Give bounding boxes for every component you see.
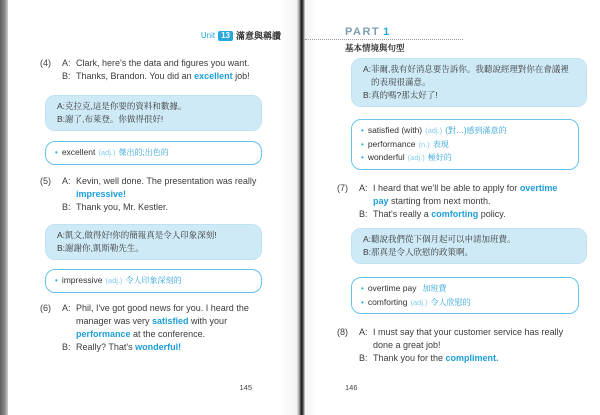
translation-line: [363, 233, 575, 246]
vocab-gloss: 表現: [432, 139, 449, 149]
translation-text: 那真是令人欣慰的政策啊。: [371, 247, 474, 257]
unit-title: 滿意與稱讚: [235, 31, 281, 41]
vocab-gloss: 令人印象深刻的: [125, 276, 182, 285]
dialog-line: [40, 201, 272, 214]
vocab-gloss: (對…)感到滿意的: [445, 126, 507, 135]
translation-bubble-5: [45, 224, 262, 260]
unit-header: [201, 29, 281, 42]
translation-line: [363, 89, 575, 102]
dialog-line: [40, 302, 272, 341]
vocab-word: comforting: [367, 296, 408, 307]
vocab-entry: [361, 296, 569, 310]
translation-text: 菲爾,我有好消息要告訴你。我聽說經理對你在會議裡的表現很滿意。: [371, 64, 569, 87]
item-number-spacer: [40, 201, 62, 214]
page-number-right: 146: [345, 383, 358, 392]
translation-line: [57, 113, 250, 126]
item-number: (8): [337, 327, 348, 337]
speaker-label: A:: [363, 234, 372, 244]
bullet-icon: •: [361, 297, 364, 307]
vocab-entry: [361, 151, 569, 165]
part-subtitle: 基本情境與句型: [345, 43, 405, 53]
item-number-spacer: [337, 352, 359, 365]
translation-line: [57, 100, 250, 113]
dialog-text: Really? That's wonderful!: [76, 342, 182, 352]
speaker-label: B:: [57, 114, 66, 124]
dialog-text: Phil, I've got good news for you. I heard the manager was very satisfied with your performance at the conference.: [76, 303, 249, 339]
dialog-line: [337, 182, 569, 208]
translation-text: 謝謝你,凱斯勒先生。: [65, 243, 144, 253]
vocab-pos: (adj.): [410, 297, 428, 307]
speaker-label: B:: [363, 247, 372, 257]
speaker-label: A:: [62, 303, 71, 313]
vocab-gloss: 令人欣慰的: [430, 297, 471, 307]
dialog-item-7: [337, 182, 569, 221]
translation-line: [57, 242, 250, 255]
dialog-item-6: [40, 302, 272, 354]
translation-text: 真的嗎?那太好了!: [371, 90, 438, 100]
dialog-text: Thank you, Mr. Kestler.: [76, 202, 169, 212]
dialog-item-8: [337, 326, 569, 365]
speaker-label: A:: [57, 230, 66, 240]
translation-line: [363, 246, 575, 259]
vocab-word: excellent: [61, 147, 96, 157]
bullet-icon: •: [361, 153, 364, 162]
dialog-text: Thanks, Brandon. You did an excellent job!: [76, 71, 250, 81]
vocab-pos: (adj.): [407, 153, 425, 162]
dialog-line: [40, 175, 272, 201]
part-number: 1: [383, 26, 390, 38]
vocab-word: overtime pay: [367, 283, 417, 293]
bullet-icon: •: [361, 126, 364, 135]
dialog-line: [337, 352, 569, 365]
translation-bubble-7: [351, 228, 587, 264]
translation-text: 克拉克,這是你要的資料和數據。: [65, 101, 187, 111]
page-number-left: 145: [239, 383, 252, 392]
vocab-entry: [55, 274, 252, 288]
translation-text: 謝了,布萊登。你做得很好!: [65, 114, 164, 124]
dialog-text: I heard that we'll be able to apply for overtime pay starting from next month.: [373, 183, 558, 206]
part-title-row: [305, 26, 463, 40]
vocab-word: wonderful: [367, 152, 405, 162]
vocab-pos: (adj.): [105, 276, 123, 285]
bullet-icon: •: [55, 148, 58, 157]
vocab-box-4: [45, 141, 262, 165]
vocab-box-7: [351, 277, 579, 314]
part-label: PART: [345, 26, 381, 38]
vocab-gloss: 極好的: [427, 153, 452, 162]
dialog-line: [40, 57, 272, 70]
bullet-icon: •: [361, 139, 364, 149]
vocab-pos: (n.): [418, 139, 430, 149]
item-number-spacer: [337, 208, 359, 221]
speaker-label: A:: [359, 327, 368, 337]
right-page: [305, 0, 600, 415]
book-left-edge: [0, 0, 8, 415]
translation-bubble-6: [351, 58, 587, 107]
dialog-text: Thank you for the compliment.: [373, 353, 499, 363]
dialog-text: That's really a comforting policy.: [373, 209, 506, 219]
speaker-label: B:: [62, 202, 71, 212]
vocab-entry: [361, 138, 569, 152]
unit-number-badge: 13: [218, 31, 233, 41]
translation-line: [363, 63, 575, 89]
speaker-label: A:: [62, 58, 71, 68]
vocab-word: performance: [367, 138, 416, 149]
part-header: [305, 26, 445, 54]
translation-bubble-4: [45, 95, 262, 131]
dialog-text: I must say that your customer service has really done a great job!: [373, 327, 564, 350]
translation-text: 聽說我們從下個月起可以申請加班費。: [371, 234, 516, 244]
speaker-label: A:: [363, 64, 372, 74]
item-number: (4): [40, 58, 51, 68]
vocab-pos: (adj.): [425, 126, 443, 135]
speaker-label: B:: [62, 342, 71, 352]
book-spine: [297, 0, 305, 415]
vocab-box-6: [351, 119, 579, 170]
vocab-gloss: 加班費: [422, 284, 447, 293]
speaker-label: B:: [57, 243, 66, 253]
item-number-spacer: [40, 70, 62, 83]
item-number-spacer: [40, 341, 62, 354]
bullet-icon: •: [361, 284, 364, 293]
dialog-item-4: [40, 57, 272, 83]
dialog-line: [337, 208, 569, 221]
vocab-entry: [361, 282, 569, 296]
dialog-text: Clark, here's the data and figures you want.: [76, 58, 250, 68]
speaker-label: B:: [359, 353, 368, 363]
dialog-text: Kevin, well done. The presentation was really impressive!: [76, 176, 257, 199]
speaker-label: A:: [57, 101, 66, 111]
left-page: [8, 0, 297, 415]
vocab-gloss: 傑出的;出色的: [118, 148, 169, 157]
vocab-pos: (adj.): [98, 148, 116, 157]
vocab-box-5: [45, 269, 262, 293]
dialog-line: [40, 341, 272, 354]
item-number: (5): [40, 176, 51, 186]
speaker-label: B:: [359, 209, 368, 219]
speaker-label: A:: [359, 183, 368, 193]
vocab-entry: [55, 146, 252, 160]
unit-label: Unit: [200, 31, 216, 40]
vocab-entry: [361, 124, 569, 138]
speaker-label: A:: [62, 176, 71, 186]
translation-text: 凱文,做得好!你的簡報真是令人印象深刻!: [65, 230, 217, 240]
item-number: (6): [40, 303, 51, 313]
bullet-icon: •: [55, 276, 58, 285]
dialog-line: [337, 326, 569, 352]
vocab-word: impressive: [61, 275, 103, 285]
dialog-item-5: [40, 175, 272, 214]
item-number: (7): [337, 183, 348, 193]
speaker-label: B:: [363, 90, 372, 100]
translation-line: [57, 229, 250, 242]
speaker-label: B:: [62, 71, 71, 81]
vocab-word: satisfied (with): [367, 125, 423, 135]
dialog-line: [40, 70, 272, 83]
